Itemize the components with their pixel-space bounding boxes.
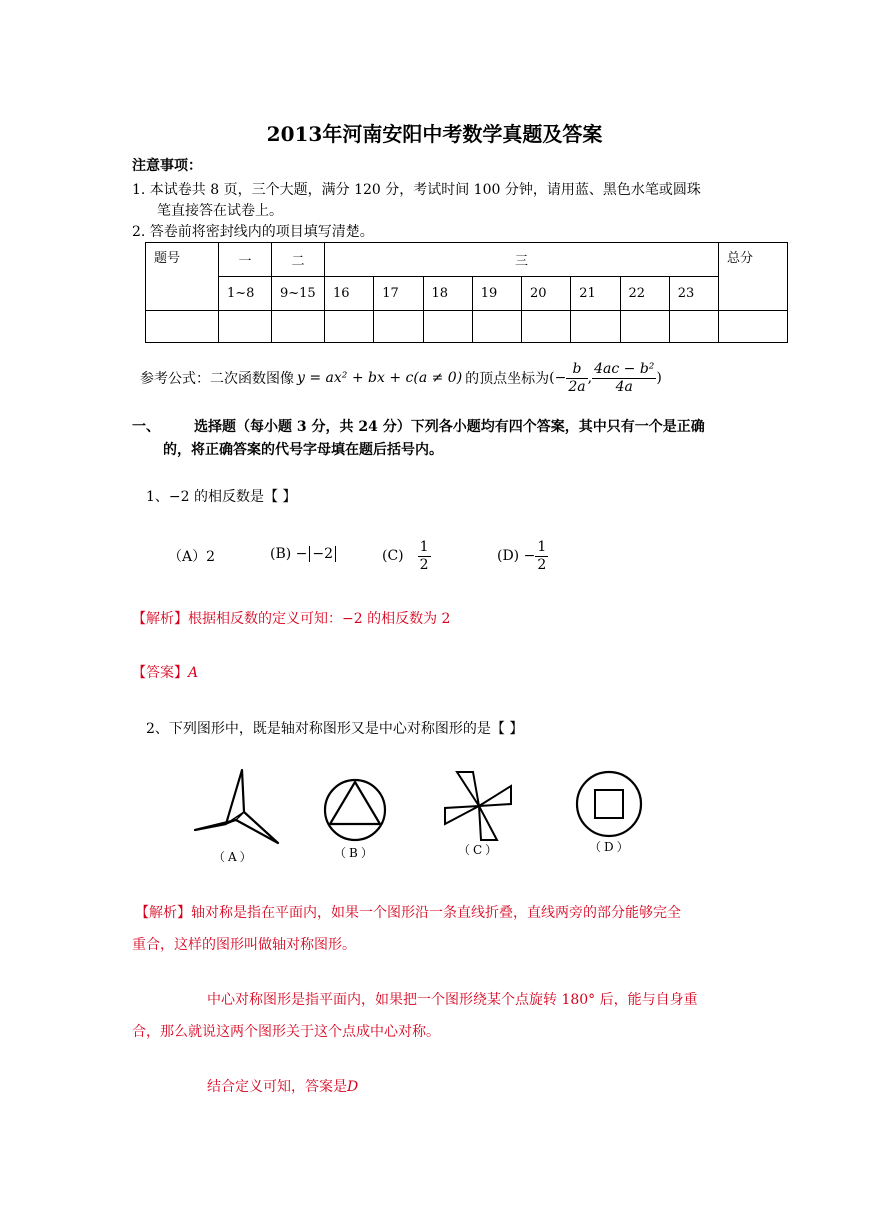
page-title: 2013年河南安阳中考数学真题及答案 [266,122,603,146]
option-a: （A）2 [168,549,216,565]
header-two: 二 [272,243,325,277]
score-cell[interactable] [423,311,472,343]
figure-label-a: （A） [213,850,255,864]
score-cell[interactable] [374,311,423,343]
question-1-analysis: 【解析】根据相反数的定义可知：−2 的相反数为 2 [132,611,451,627]
section-label: 一、 [132,419,160,435]
notice-item-2: 2. 答卷前将密封线内的项目填写清楚。 [132,224,374,240]
score-cell[interactable] [571,311,620,343]
notice-item-1: 1. 本试卷共 8 页，三个大题，满分 120 分，考试时间 100 分钟，请用蓝、黑色水笔或圆珠 [132,182,701,198]
sub-header: 18 [423,277,472,311]
sub-header: 1~8 [219,277,272,311]
score-table [145,242,788,343]
fraction: $\frac{1}{2}$ [537,539,547,573]
score-cell[interactable] [146,311,219,343]
question-2-conclusion: 结合定义可知，答案是D [207,1079,359,1095]
score-cell[interactable] [219,311,272,343]
score-cell[interactable] [669,311,718,343]
score-cell[interactable] [325,311,374,343]
formula-open: (− [549,370,567,386]
sub-header: 23 [669,277,718,311]
sub-header: 16 [325,277,374,311]
option-c: (C) $\frac{1}{2}$ [382,539,429,573]
fraction: $\frac{\text{4ac − b²}}{4a}$ [594,361,655,395]
score-cell[interactable] [522,311,571,343]
option-d: (D) − $\frac{1}{2}$ [497,539,547,573]
notice-item-1-cont: 笔直接答在试卷上。 [157,203,283,219]
header-tihao: 题号 [146,243,219,311]
score-cell[interactable] [272,311,325,343]
figure-c [443,768,513,844]
section-instructions: 选择题（每小题 3 分，共 24 分）下列各小题均有四个答案，其中只有一个是正确 [194,419,705,435]
score-cell[interactable] [620,311,669,343]
sub-header: 22 [620,277,669,311]
question-2-center-def-cont: 合，那么就说这两个图形关于这个点成中心对称。 [132,1024,440,1040]
formula-mid: 的顶点坐标为 [465,371,550,387]
formula-comma: , [587,370,593,386]
question-2-analysis-cont: 重合，这样的图形叫做轴对称图形。 [132,937,356,953]
question-2-stem: 2、下列图形中，既是轴对称图形又是中心对称图形的是【 】 [146,721,524,737]
question-1-stem: 1、−2 的相反数是【 】 [146,489,297,505]
score-cell[interactable] [719,311,788,343]
header-one: 一 [219,243,272,277]
figure-label-b: （B） [334,846,376,860]
section-instructions-cont: 的，将正确答案的代号字母填在题后括号内。 [163,442,443,458]
sub-header: 17 [374,277,423,311]
sub-header: 9~15 [272,277,325,311]
header-total: 总分 [719,243,788,311]
figure-b [320,768,390,848]
reference-formula [140,358,662,398]
figure-label-c: （C） [458,843,501,857]
question-2-center-def: 中心对称图形是指平面内，如果把一个图形绕某个点旋转 180° 后，能与自身重 [207,992,698,1008]
fraction: $\frac{1}{2}$ [419,539,429,573]
formula-close: ) [656,370,662,386]
option-b: (B) − −2 [270,538,336,570]
formula-equation: y = ax² + bx + c(a ≠ 0) [297,370,463,386]
formula-prefix: 参考公式：二次函数图像 [140,371,294,387]
sub-header: 21 [571,277,620,311]
header-three: 三 [325,243,719,277]
fraction: $\frac{b}{2a}$ [568,361,586,395]
sub-header: 20 [522,277,571,311]
notice-heading: 注意事项： [132,158,202,174]
question-1-answer: 【答案】A [132,665,199,681]
figure-label-d: （D） [589,840,632,854]
question-2-analysis: 【解析】轴对称是指在平面内，如果一个图形沿一条直线折叠，直线两旁的部分能够完全 [135,905,681,921]
score-cell[interactable] [472,311,521,343]
figure-d [573,766,645,842]
sub-header: 19 [472,277,521,311]
